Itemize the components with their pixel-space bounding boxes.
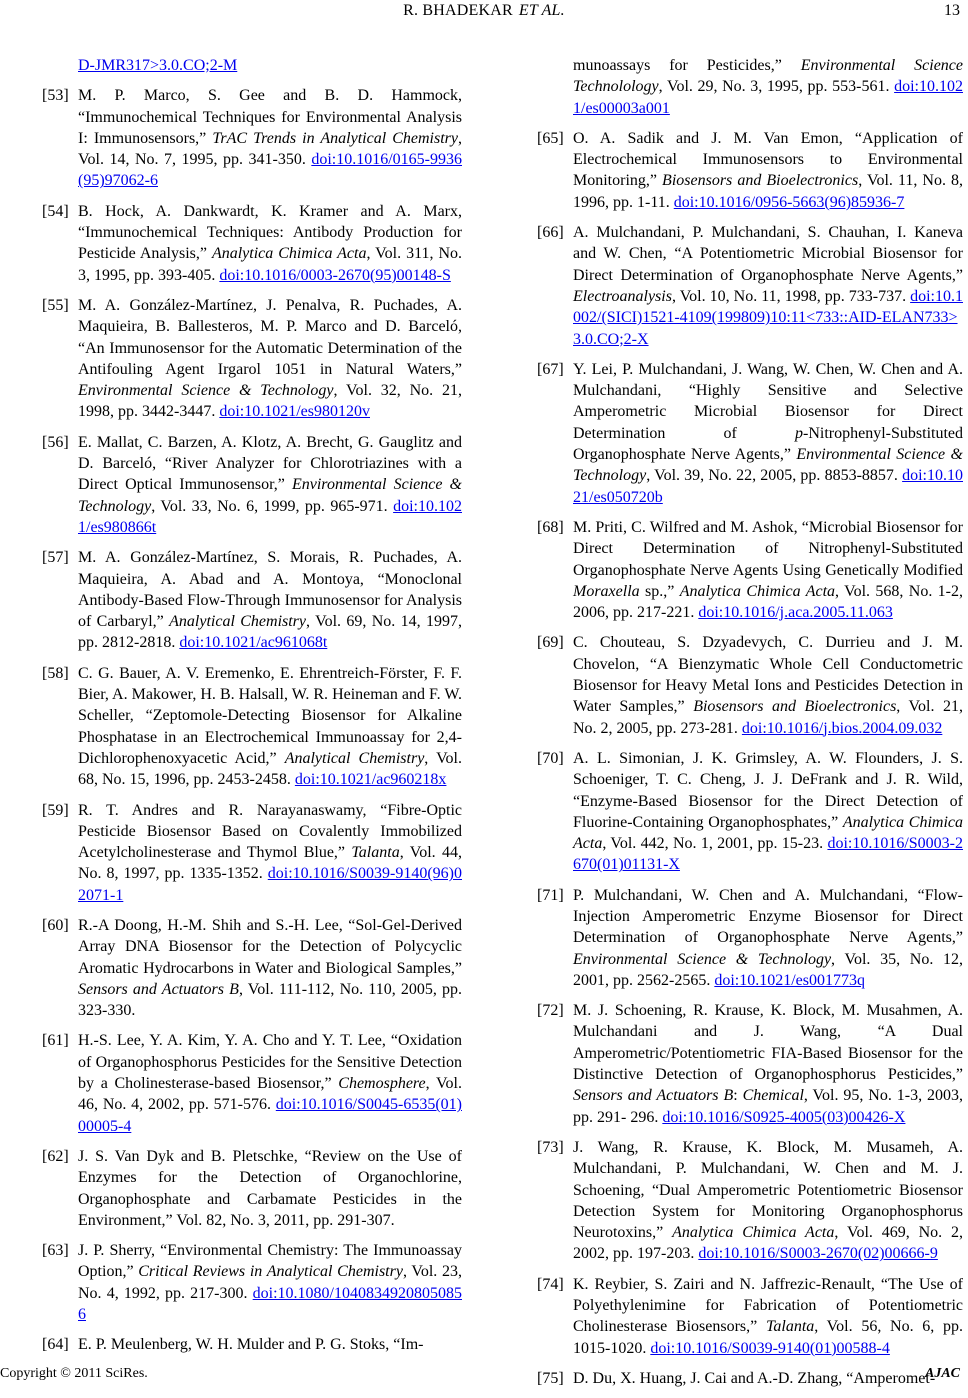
journal-title: Analytica Chimica Acta (573, 813, 963, 853)
reference-text: J. Wang, R. Krause, K. Block, M. Musameh, A. Mulchandani, P. Mulchandani, W. Chen and M. J. Schoening, “Dual Amperometric Potentiometric Biosensor Detection System for Monitoring Organophosphorus Neurotoxins,” (573, 1138, 963, 1242)
reference-text: , Vol. 46, No. 4, 2002, pp. 571-576. (78, 1075, 462, 1114)
journal-title: Sensors and Actuators B (78, 980, 239, 998)
journal-title: Environmental Science & Technology (78, 476, 463, 515)
header-etal: ET AL. (518, 2, 565, 19)
doi-link[interactable]: doi:10.1021/es980866t (78, 497, 462, 536)
doi-link[interactable]: doi:10.1021/es00003a001 (573, 78, 963, 117)
journal-title: Electroanalysis (573, 287, 672, 305)
doi-link[interactable]: doi:10.1016/0956-5663(96)85936-7 (673, 193, 905, 211)
reference-number: [67] (537, 360, 564, 378)
reference-text: , Vol. 32, No. 21, 1998, pp. 3442-3447. (78, 382, 462, 421)
reference-entry (537, 1137, 963, 1265)
reference-entry (537, 632, 963, 738)
reference-text: , Vol. 35, No. 12, 2001, pp. 2562-2565. (573, 950, 963, 989)
reference-text: -Nitrophenyl-Substituted Organophosphate Nerve Agents,” (573, 424, 963, 464)
footer-journal: AJAC (924, 1366, 960, 1381)
reference-text: , Vol. 11, No. 8, 1996, pp. 1-11. (573, 172, 964, 211)
reference-number: [62] (42, 1147, 69, 1165)
reference-text: M. P. Marco, S. Gee and B. D. Hammock, “Immunochemical Techniques for Environmental Analysis I: Immunosensors,” (78, 87, 462, 147)
reference-text: A. L. Simonian, J. K. Grimsley, A. W. Flounders, J. S. Schoeniger, T. C. Cheng, J. J. DeFrank and J. R. Wild, “Enzyme-Based Biosensor for the Direct Detection of Fluorine-Containing Organophosphates,” (573, 749, 963, 831)
reference-text: C. G. Bauer, A. V. Eremenko, E. Ehrentreich-Förster, F. F. Bier, A. Makower, H. B. Halsall, W. R. Heineman and F. W. Scheller, “Zeptomole-Detecting Biosensor for Alkaline Phosphatase in an Electrochemical Immunoassay for 2,4-Dichlorophenoxyacetic Acid,” (78, 664, 462, 767)
reference-entry (42, 663, 462, 791)
footer-copyright: Copyright © 2011 SciRes. (0, 1366, 148, 1381)
doi-link[interactable]: doi:10.1016/j.aca.2005.11.063 (698, 604, 893, 622)
doi-link[interactable]: doi:10.1021/es980120v (219, 403, 370, 421)
reference-text: : (733, 1087, 743, 1105)
reference-text: , Vol. 311, No. 3, 1995, pp. 393-405. (78, 245, 463, 284)
reference-entry (42, 1030, 462, 1136)
journal-title: Biosensors and Bioelectronics (693, 698, 897, 716)
reference-entry (42, 547, 462, 653)
reference-entry (42, 915, 462, 1021)
doi-link[interactable]: doi:10.1016/0003-2670(95)00148-S (219, 266, 451, 284)
right-column-references (537, 55, 963, 1398)
reference-entry (537, 885, 963, 991)
reference-text: P. Mulchandani, W. Chen and A. Mulchandani, “Flow-Injection Amperometric Enzyme Biosensor for Direct Determination of Organophosphate Nerve Agents,” (573, 886, 963, 947)
journal-title: Analytical Chemistry (284, 749, 425, 767)
reference-number: [54] (42, 202, 69, 220)
reference-text: , Vol. 23, No. 4, 1992, pp. 217-300. (78, 1263, 463, 1302)
reference-text: , Vol. 29, No. 3, 1995, pp. 553-561. (658, 78, 895, 96)
doi-link[interactable]: doi:10.1021/es001773q (714, 971, 865, 989)
reference-text: M. Priti, C. Wilfred and M. Ashok, “Microbial Biosensor for Direct Determination of Nitrophenyl-Substituted Organophosphate Nerve Agents Using Genetically Modified (573, 518, 963, 579)
reference-text: D. Du, X. Huang, J. Cai and A.-D. Zhang, “Amperomet- (573, 1369, 936, 1387)
reference-text: J. S. Van Dyk and B. Pletschke, “Review on the Use of Enzymes for the Detection of Organochlorine, Organophosphate and Carbamate Pesticides in the Environment,” Vol. 82, No. 3, 2011, pp. 291-307. (78, 1147, 462, 1229)
journal-title: Environmental Science & Technology (78, 382, 334, 400)
reference-text: A. Mulchandani, P. Mulchandani, S. Chauhan, I. Kaneva and W. Chen, “A Potentiometric Microbial Biosensor for Direct Determination of Organophosphate Nerve Agents,” (573, 224, 963, 284)
reference-entry (42, 800, 462, 906)
reference-number: [68] (537, 518, 564, 536)
reference-entry (537, 517, 963, 623)
doi-link[interactable]: doi:10.1021/es050720b (573, 467, 963, 506)
reference-text: E. P. Meulenberg, W. H. Mulder and P. G. Stoks, “Im- (78, 1336, 424, 1354)
reference-text: R.-A Doong, H.-M. Shih and S.-H. Lee, “Sol-Gel-Derived Array DNA Biosensor for the Detection of Polycyclic Aromatic Hydrocarbons in Water and Biological Samples,” (78, 916, 462, 977)
reference-text: K. Reybier, S. Zairi and N. Jaffrezic-Renault, “The Use of Polyethylenimine for Fabrication of Potentiometric Cholinesterase Biosensors,” (573, 1275, 963, 1336)
reference-text: , Vol. 56, No. 6, pp. 1015-1020. (573, 1318, 963, 1357)
doi-link[interactable]: doi:10.1002/(SICI)1521-4109(199809)10:11<733::AID-ELAN733>3.0.CO;2-X (573, 287, 963, 348)
doi-link[interactable]: doi:10.1016/S0039-9140(96)02071-1 (78, 865, 462, 904)
journal-title: p (795, 424, 804, 442)
reference-number: [57] (42, 549, 69, 567)
reference-number: [60] (42, 916, 69, 934)
reference-number: [55] (42, 296, 69, 314)
doi-link[interactable]: doi:10.1080/10408349208050856 (78, 1284, 462, 1324)
reference-text: munoassays for Pesticides,” (573, 57, 801, 74)
reference-entry (537, 1274, 963, 1359)
reference-number: [70] (537, 749, 564, 767)
reference-number: [66] (537, 224, 564, 242)
journal-title: Critical Reviews in Analytical Chemistry (138, 1263, 403, 1281)
reference-entry (42, 295, 462, 423)
journal-title: Environmental Science & Technology (573, 950, 832, 968)
journal-title: Chemosphere (338, 1075, 426, 1093)
reference-text: , Vol. 44, No. 8, 1997, pp. 1335-1352. (78, 844, 462, 883)
page-number: 13 (944, 2, 960, 19)
reference-text: O. A. Sadik and J. M. Van Emon, “Application of Electrochemical Immunosensors to Environmental Monitoring,” (573, 129, 963, 190)
reference-entry (42, 1240, 462, 1325)
reference-entry (42, 201, 462, 286)
reference-text: B. Hock, A. Dankwardt, K. Kramer and A. Marx, “Immunochemical Techniques: Antibody Production for Pesticide Analysis,” (78, 202, 462, 263)
reference-entry (537, 1000, 963, 1128)
reference-number: [53] (42, 87, 69, 105)
doi-link[interactable]: doi:10.1016/j.bios.2004.09.032 (741, 719, 943, 737)
reference-entry (42, 85, 462, 191)
reference-entry (537, 748, 963, 876)
journal-title: Biosensors and Bioelectronics (662, 172, 859, 190)
reference-number: [69] (537, 634, 564, 652)
journal-title: Talanta (765, 1318, 815, 1336)
header-authors: R. BHADEKAR (403, 2, 513, 19)
reference-number: [64] (42, 1336, 69, 1354)
reference-text: C. Chouteau, S. Dzyadevych, C. Durrieu and J. M. Chovelon, “A Bienzymatic Whole Cell Conductometric Biosensor for Heavy Metal Ions and Pesticides Detection in Water Samples,” (573, 634, 963, 716)
doi-link[interactable]: D-JMR317>3.0.CO;2-M (78, 57, 238, 74)
reference-number: [56] (42, 433, 69, 451)
journal-title: Environmental Science & Technology (573, 446, 964, 485)
reference-text: , Vol. 10, No. 11, 1998, pp. 733-737. (671, 287, 911, 305)
doi-link[interactable]: doi:10.1016/S0925-4005(03)00426-X (662, 1108, 906, 1126)
reference-text: E. Mallat, C. Barzen, A. Klotz, A. Brecht, G. Gauglitz and D. Barceló, “River Analyzer for Chlorotriazines with a Direct Optical Immunosensor,” (78, 433, 462, 494)
journal-title: TrAC Trends in Analytical Chemistry (212, 129, 459, 147)
reference-text: M. J. Schoening, R. Krause, K. Block, M. Musahmen, A. Mulchandani and J. Wang, “A Dual Amperometric/Potentiometric FIA-Based Biosensor for the Distinctive Detection of Organophosphorus Pesticides,” (573, 1002, 963, 1084)
reference-text: J. P. Sherry, “Environmental Chemistry: The Immunoassay Option,” (78, 1242, 462, 1281)
doi-link[interactable]: doi:10.1016/0165-9936(95)97062-6 (78, 151, 462, 190)
reference-continuation (42, 55, 462, 76)
reference-number: [75] (537, 1369, 564, 1387)
reference-text: , Vol. 111-112, No. 110, 2005, pp. 323-330. (78, 980, 463, 1020)
journal-title: Chemical (742, 1087, 804, 1105)
reference-text: H.-S. Lee, Y. A. Kim, Y. A. Cho and Y. T. Lee, “Oxidation of Organophosphorus Pesticides for the Sensitive Detection by a Cholinesterase-based Biosensor,” (78, 1032, 462, 1093)
running-title (0, 2, 968, 20)
reference-number: [59] (42, 801, 69, 819)
doi-link[interactable]: doi:10.1021/ac961068t (179, 634, 328, 652)
journal-title: Talanta (351, 844, 400, 862)
reference-entry (537, 1368, 963, 1389)
reference-text: , Vol. 469, No. 2, 2002, pp. 197-203. (573, 1224, 964, 1263)
reference-text: , Vol. 442, No. 1, 2001, pp. 15-23. (602, 835, 828, 853)
reference-entry (42, 1146, 462, 1231)
reference-text: , Vol. 39, No. 22, 2005, pp. 8853-8857. (646, 467, 903, 485)
reference-number: [58] (42, 664, 69, 682)
reference-number: [72] (537, 1002, 564, 1020)
reference-text: , Vol. 95, No. 1-3, 2003, pp. 291- 296. (573, 1087, 963, 1126)
journal-title: Environmental Science Technolology (573, 57, 963, 96)
reference-entry (537, 128, 963, 213)
reference-text: M. A. González-Martínez, J. Penalva, R. Puchades, A. Maquieira, B. Ballesteros, M. P. Marco and D. Barceló, “An Immunosensor for the Automatic Determination of the Antifouling Agent Irgarol 1051 in Natural Waters,” (78, 296, 462, 378)
reference-text: M. A. González-Martínez, S. Morais, R. Puchades, A. Maquieira, A. Abad and A. Montoya, “Monoclonal Antibody-Based Flow-Through Immunosensor for Analysis of Carbaryl,” (78, 549, 462, 631)
journal-title: Sensors and Actuators B (573, 1087, 734, 1105)
reference-text: , Vol. 68, No. 15, 1996, pp. 2453-2458. (78, 749, 462, 789)
reference-number: [63] (42, 1242, 69, 1260)
journal-title: Analytica Chimica Acta (211, 245, 367, 263)
journal-title: Analytica Chimica Acta (679, 582, 836, 600)
reference-text: Y. Lei, P. Mulchandani, J. Wang, W. Chen, W. Chen and A. Mulchandani, “Highly Sensitive and Selective Amperometric Microbial Biosensor for Direct Determination of (573, 360, 963, 442)
reference-number: [65] (537, 129, 564, 147)
doi-link[interactable]: doi:10.1016/S0039-9140(01)00588-4 (650, 1339, 890, 1357)
journal-title: Analytical Chemistry (169, 613, 307, 631)
reference-entry (42, 432, 462, 538)
left-column-references (42, 55, 462, 1365)
reference-entry (537, 222, 963, 350)
reference-continuation (537, 55, 963, 119)
reference-text: , Vol. 69, No. 14, 1997, pp. 2812-2818. (78, 613, 463, 652)
reference-entry (42, 1334, 462, 1355)
reference-number: [71] (537, 886, 564, 904)
reference-text: R. T. Andres and R. Narayanaswamy, “Fibre-Optic Pesticide Biosensor Based on Covalently Immobilized Acetylcholinesterase and Thymol Blue,” (78, 801, 462, 862)
reference-text: , Vol. 14, No. 7, 1995, pp. 341-350. (78, 129, 463, 169)
reference-text: , Vol. 21, No. 2, 2005, pp. 273-281. (573, 698, 964, 737)
reference-entry (537, 359, 963, 508)
doi-link[interactable]: doi:10.1021/ac960218x (294, 771, 447, 789)
reference-text: , Vol. 33, No. 6, 1999, pp. 965-971. (151, 497, 394, 515)
doi-link[interactable]: doi:10.1016/S0045-6535(01)00005-4 (78, 1096, 462, 1135)
reference-number: [73] (537, 1138, 564, 1156)
reference-number: [74] (537, 1275, 564, 1293)
journal-title: Moraxella (573, 582, 640, 600)
reference-text: , Vol. 568, No. 1-2, 2006, pp. 217-221. (573, 582, 964, 622)
journal-title: Analytica Chimica Acta (672, 1224, 835, 1242)
doi-link[interactable]: doi:10.1016/S0003-2670(02)00666-9 (698, 1245, 938, 1263)
doi-link[interactable]: doi:10.1016/S0003-2670(01)01131-X (573, 835, 963, 874)
reference-text: sp.,” (639, 582, 680, 600)
reference-number: [61] (42, 1032, 69, 1050)
